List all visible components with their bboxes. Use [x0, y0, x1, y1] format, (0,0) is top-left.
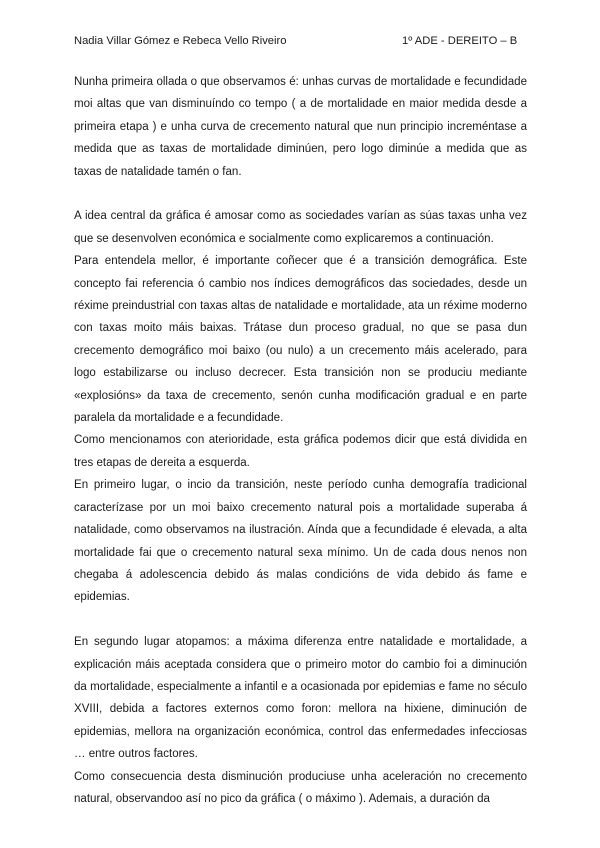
paragraph-observations: Nunha primeira ollada o que observamos é: unhas curvas de mortalidade e fecundidade moi altas que van disminuíndo co tempo ( a de mortalidade en maior medida desde a primeira etapa ) e unha curva de crecemento natural que nun principio increméntase a medida que as taxas de mortalidade diminúen, pero logo diminúe a medida que as taxas de natalidade tamén o fan.: [74, 76, 527, 178]
header-course: 1º ADE - DEREITO – B: [402, 35, 518, 47]
paragraph-central-idea: A idea central da gráfica é amosar como as sociedades varían as súas taxas unha vez que se desenvolven económica e socialmente como explicaremos a continuación.: [74, 210, 527, 245]
paragraph-first-stage: En primeiro lugar, o incio da transición, neste período cunha demografía tradicional caracterízase por un moi baixo crecemento natural pois a mortalidade superaba á natalidade, como observamos na ilustración. Aínda que a fecundidade é elevada, a alta mortalidade fai que o crecemento natural sexa mínimo. Un de cada dous nenos non chegaba á adolescencia debido ás malas condicións de vida debido ás fame e epidemias.: [74, 479, 527, 604]
paragraph-spacer: [74, 609, 527, 631]
header-authors: Nadia Villar Gómez e Rebeca Vello Riveiro: [74, 35, 287, 47]
paragraph-demographic-transition: Para entendela mellor, é importante coñecer que é a transición demográfica. Este concepto fai referencia ó cambio nos índices demográficos das sociedades, desde un réxime preindustrial con taxas altas de natalidade e mortalidade, ata un réxime moderno con taxas moito máis baixas. Trátase dun proceso gradual, no que se pasa dun crecemento demográfico moi baixo (ou nulo) a un crecemento máis acelerado, para logo estabilizarse ou incluso decrecer. Esta transición non se produciu mediante «explosións» da taxa de crecemento, senón cunha modificación gradual e en parte paralela da mortalidade e a fecundidade.: [74, 255, 527, 425]
document-body: [74, 71, 527, 810]
paragraph-consequence: Como consecuencia desta disminución produciuse unha aceleración no crecemento natural, observandoo así no pico da gráfica ( o máximo ). Ademais, a duración da: [74, 770, 527, 805]
paragraph-second-stage: En segundo lugar atopamos: a máxima diferenza entre natalidade e mortalidade, a explicación máis aceptada considera que o primeiro motor do cambio foi a diminución da mortalidade, especialmente a infantil e a ocasionada por epidemias e fame no século XVIII, debida a factores externos como foron: mellora na hixiene, diminución de epidemias, mellora na organización económica, control das enfermedades infecciosas … entre outros factores.: [74, 636, 527, 761]
paragraph-spacer: [74, 183, 527, 205]
paragraph-three-stages: Como mencionamos con aterioridade, esta gráfica podemos dicir que está dividida en tres etapas de dereita a esquerda.: [74, 434, 527, 469]
